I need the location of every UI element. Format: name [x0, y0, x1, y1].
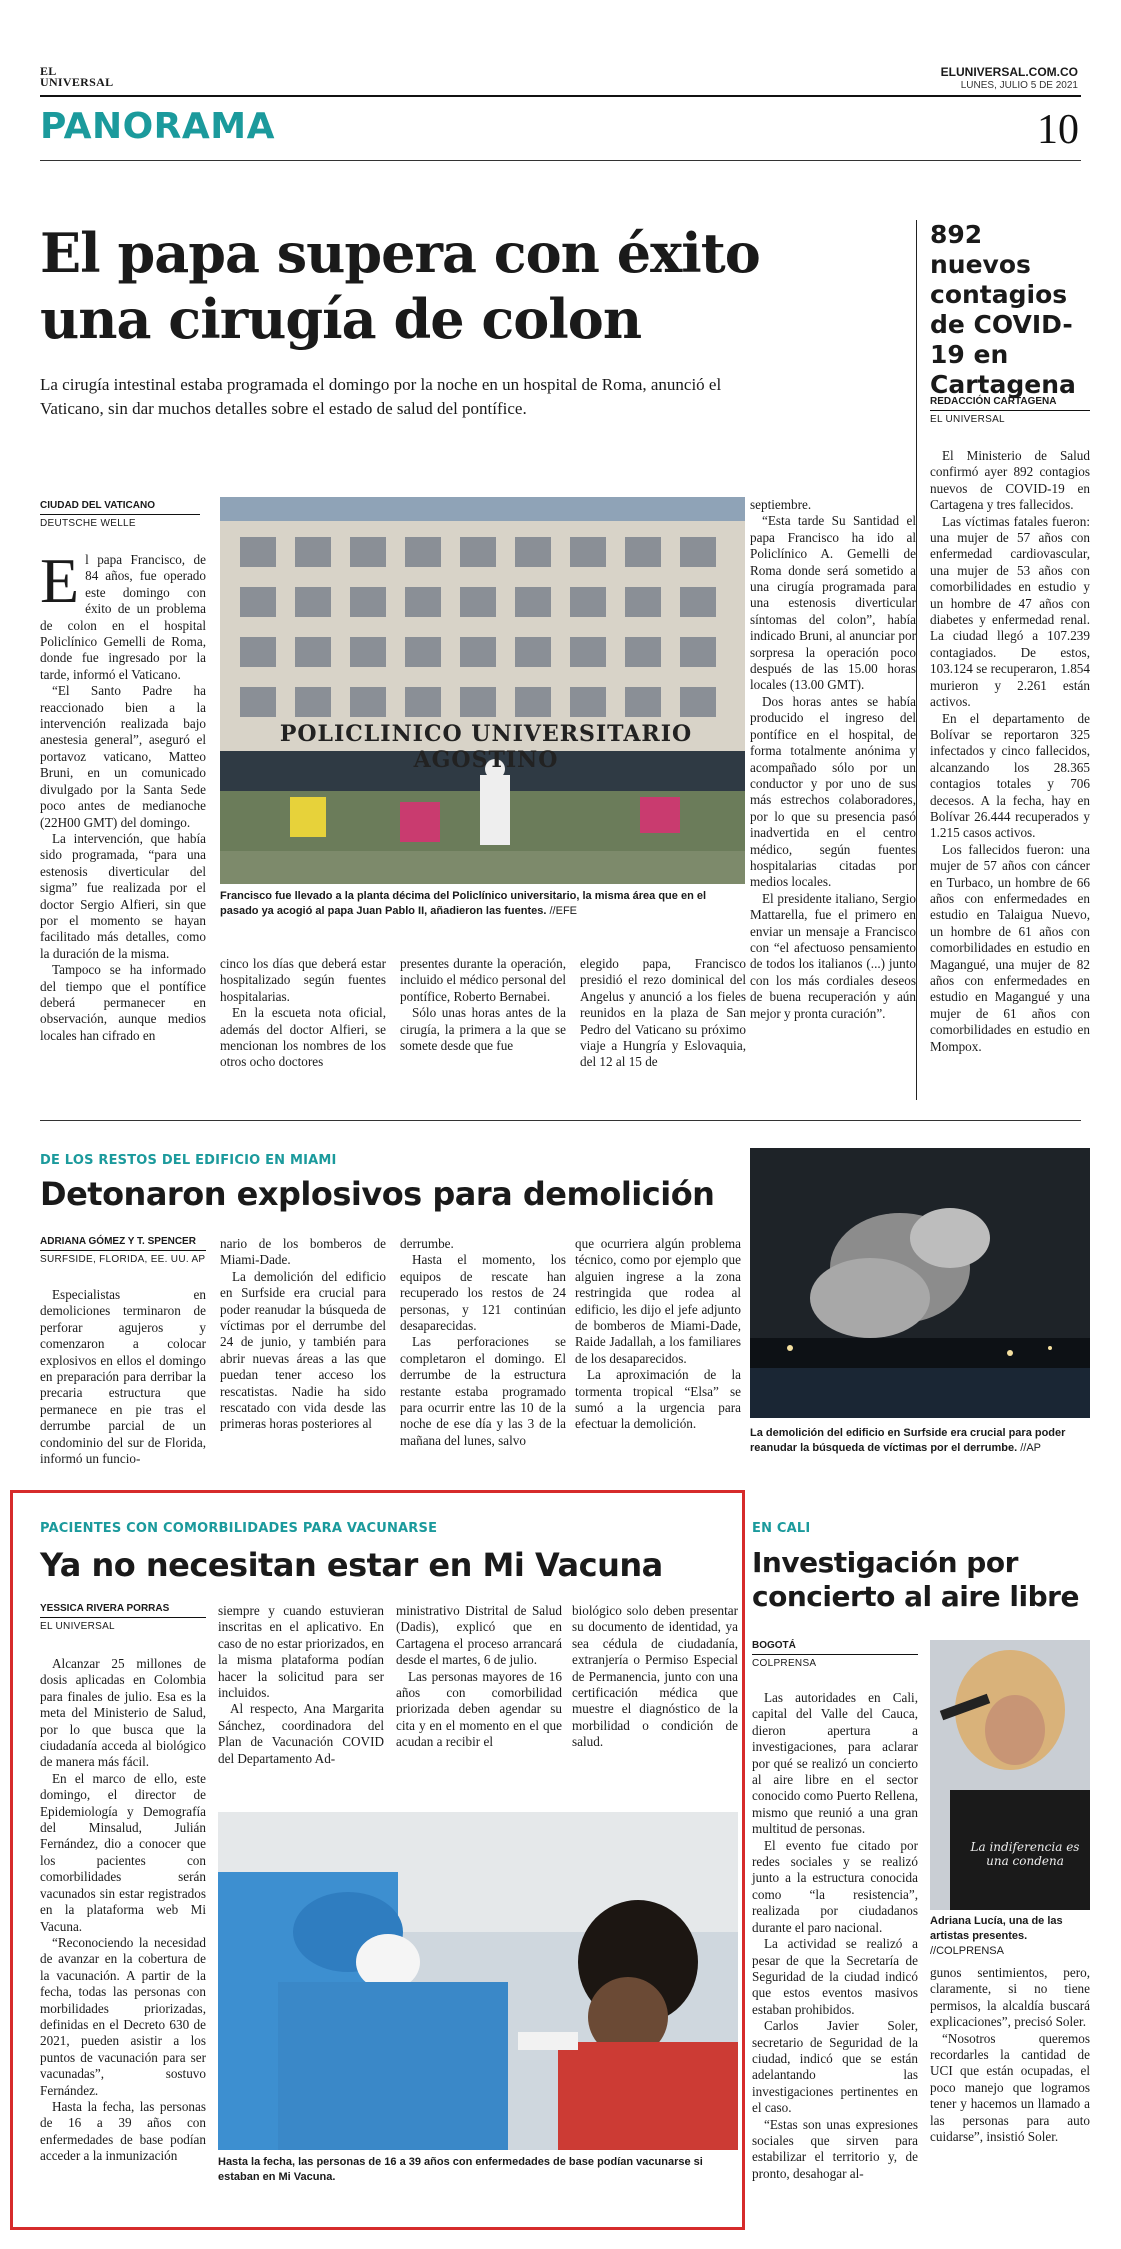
story3-col3: ministrativo Distrital de Salud (Dadis), explicó que en Cartagena el proceso arrancará desde el martes, 6 de julio. Las personas mayores de 16 años con comorbilidad priorizada deben agendar su cita y en el momento en el que acudan a recibir el: [396, 1603, 562, 1750]
singer-photo-illustration: [930, 1640, 1090, 1910]
story2-kicker: DE LOS RESTOS DEL EDIFICIO EN MIAMI: [40, 1153, 337, 1168]
story1-byline: CIUDAD DEL VATICANO DEUTSCHE WELLE: [40, 500, 200, 529]
story2-col2: nario de los bomberos de Miami-Dade. La demolición del edificio en Surfside era crucial para poder reanudar la búsqueda de víctimas por el derrumbe del 24 de junio, y también para abrir nuevas áreas a las que puedan tener acceso los rescatistas. Nadie ha sido rescatado con vida desde las primeras horas posteriores al: [220, 1236, 386, 1432]
story3-byline: YESSICA RIVERA PORRAS EL UNIVERSAL: [40, 1603, 206, 1632]
story3-kicker: PACIENTES CON COMORBILIDADES PARA VACUNARSE: [40, 1521, 438, 1536]
story1-col3: presentes durante la operación, incluido el médico personal del pontífice, Roberto Bernabei. Sólo unas horas antes de la cirugía, la primera a la que se somete desde que fue: [400, 956, 566, 1054]
story4-headline: Investigación por concierto al aire libre: [752, 1546, 1079, 1613]
story1-col2: cinco los días que deberá estar hospitalizado según fuentes hospitalarias. En la escueta nota oficial, además del doctor Alfieri, se mencionan los nombres de los otros ocho doctores: [220, 956, 386, 1070]
story2-col1: Especialistas en demoliciones terminaron de perforar agujeros y comenzaron a colocar explosivos en ellos el domingo en preparación para derribar la precaria estructura que permanece en pie tras el derrumbe parcial de un condominio del sur de Florida, informó un funcio-: [40, 1287, 206, 1467]
story1-col1: El papa Francisco, de 84 años, fue operado este domingo con éxito de un problema de colon en el hospital Policlínico Gemelli de Roma, donde fue ingresado por la tarde, informó el Vaticano. “El Santo Padre ha reaccionado bien a la intervención realizada bajo anestesia general”, aseguró el portavoz vaticano, Matteo Bruni, en un comunicado divulgado por la Santa Sede poco antes de medianoche (22H00 GMT) del domingo. La intervención, que había sido programada, “para una estenosis diverticular del sigma” fue realizada por el doctor Sergio Alfieri, sin que por el momento se hayan facilitado más detalles, como la duración de la misma. Tampoco se ha informado del tiempo que el pontífice deberá permanecer en observación, aunque medios locales han cifrado en: [40, 545, 206, 1043]
story1-headline: El papa supera con éxito una cirugía de colon: [40, 221, 760, 351]
page-number: 10: [1037, 107, 1079, 153]
demolition-photo-illustration: [750, 1148, 1090, 1418]
story-divider-1: [40, 1120, 1081, 1121]
story2-caption: La demolición del edificio en Surfside era crucial para poder reanudar la búsqueda de víctimas por el derrumbe. //AP: [750, 1427, 1066, 1454]
section-title: PANORAMA: [40, 106, 275, 147]
sidebar-headline: 892 nuevos contagios de COVID-19 en Cartagena: [930, 220, 1076, 399]
story2-col3: derrumbe. Hasta el momento, los equipos de rescate han recuperado los restos de 24 personas, y 121 continúan desaparecidas. Las perforaciones se completaron el domingo. El derrumbe de la estructura restante estaba programado para ocurrir entre las 10 de la noche de ese día y las 3 de la mañana del lunes, salvo: [400, 1236, 566, 1448]
story3-col4: biológico solo deben presentar su documento de identidad, ya sea cédula de ciudadanía, extranjería o Permiso Especial de Permanencia, junto con una certificación médica que muestre el diagnóstico de la morbilidad o condición de salud.: [572, 1603, 738, 1750]
story4-col1: Las autoridades en Cali, capital del Valle del Cauca, dieron apertura a investigaciones, para aclarar por qué se realizó un concierto al aire libre en el sector conocido como Puerto Rellena, mismo que reunió a una gran multitud de personas. El evento fue citado por redes sociales y se realizó junto a la estructura conocida como “la resistencia”, realizada por ciudadanos durante el paro nacional. La actividad se realizó a pesar de que la Secretaría de Seguridad de la ciudad indicó que estos eventos masivos estaban prohibidos. Carlos Javier Soler, secretario de Seguridad de la ciudad, indicó que se están adelantando las investigaciones pertinentes en el caso. “Estas son unas expresiones sociales que sirven para estabilizar el territorio y, de pronto, desahogar al-: [752, 1690, 918, 2181]
story3-col2: siempre y cuando estuvieran inscritas en el aplicativo. En caso de no estar priorizados, en la misma plataforma podían hacer la solicitud para ser incluidos. Al respecto, Ana Margarita Sánchez, coordinadora del Plan de Vacunación COVID del Departamento Ad-: [218, 1603, 384, 1766]
story1-photo: [220, 497, 745, 884]
story3-caption: Hasta la fecha, las personas de 16 a 39 años con enfermedades de base podían vacunarse si estaban en Mi Vacuna.: [218, 2156, 703, 2183]
story4-kicker: EN CALI: [752, 1521, 811, 1536]
vaccination-photo-illustration: [218, 1812, 738, 2150]
shirt-slogan: La indiferencia es una condena: [970, 1840, 1080, 1868]
story2-photo: [750, 1148, 1090, 1418]
story1-col4: elegido papa, Francisco presidió el rezo dominical del Angelus y anunció a los fieles reunidos en la plaza de San Pedro del Vaticano su próximo viaje a Hungría y Eslovaquia, del 12 al 15 de: [580, 956, 746, 1070]
story2-col4: que ocurriera algún problema técnico, como por ejemplo que alguien ingrese a la zona restringida que rodea al edificio, les dijo el jefe adjunto de bomberos de Miami-Dade, Raide Jadallah, a los familiares de los desaparecidos. La aproximación de la tormenta tropical “Elsa” se sumó a la urgencia para efectuar la demolición.: [575, 1236, 741, 1432]
newspaper-logo: EL UNIVERSAL: [40, 64, 114, 89]
section-rule: [40, 160, 1081, 161]
sidebar-body: El Ministerio de Salud confirmó ayer 892 contagios nuevos de COVID-19 en Cartagena y tres fallecidos. Las víctimas fatales fueron: una mujer de 57 años con enfermedad cardiovascular, una mujer de 53 años con comorbilidades en estudio y un hombre de 47 años con diabetes y enfermedad renal. La ciudad llegó a 107.239 contagiados. De estos, 103.124 se recuperaron, 1.854 murieron y 2.261 están activos. En el departamento de Bolívar se reportaron 325 infectados y cinco fallecidos, alcanzando los 28.365 contagios totales y 706 decesos. A la fecha, hay en Bolívar 26.444 recuperados y 1.215 casos activos. Los fallecidos fueron: una mujer de 57 años con cáncer en Turbaco, un hombre de 66 años con enfermedades en estudio en Talaigua Nuevo, un hombre de 61 años con comorbilidades en estudio en Magangué, una mujer de 82 años con enfermedades en estudio en Magangué y una mujer de 61 años con comorbilidades en estudio en Mompox.: [930, 448, 1090, 1054]
story1-col5: septiembre. “Esta tarde Su Santidad el papa Francisco ha ido al Policlínico A. Gemelli de Roma donde será sometido a una cirugía programada para una estenosis diverticular síntomas del colon”, había indicado Bruni, al anunciar por sorpresa la operación poco después de las 15.00 horas locales (13.00 GMT). Dos horas antes se había producido el ingreso del pontífice en el hospital, de forma totalmente anónima y acompañado sólo por un conductor y por uno de sus más estrechos colaboradores, por lo que su presencia pasó inadvertida en el centro médico, según fuentes hospitalarias citadas por medios locales. El presidente italiano, Sergio Mattarella, fue el primero en enviar un mensaje a Francisco con “el afectuoso pensamiento de todos los italianos (...) junto con los más cordiales deseos de buena recuperación y aún mejor y pronta curación”.: [750, 497, 916, 1021]
hospital-sign: POLICLINICO UNIVERSITARIO AGOSTINO: [279, 721, 693, 773]
story4-byline: BOGOTÁ COLPRENSA: [752, 1640, 918, 1669]
story3-headline: Ya no necesitan estar en Mi Vacuna: [40, 1546, 663, 1584]
story2-byline: ADRIANA GÓMEZ Y T. SPENCER SURFSIDE, FLORIDA, EE. UU. AP: [40, 1236, 206, 1265]
issue-date: LUNES, JULIO 5 DE 2021: [960, 80, 1078, 91]
story3-photo: [218, 1812, 738, 2150]
story1-caption: Francisco fue llevado a la planta décima del Policlínico universitario, la misma área que en el pasado ya acogió al papa Juan Pablo II, añadieron las fuentes. //EFE: [220, 890, 707, 917]
site-url[interactable]: ELUNIVERSAL.COM.CO: [940, 65, 1078, 79]
story2-headline: Detonaron explosivos para demolición: [40, 1175, 715, 1213]
masthead-rule: [40, 95, 1081, 97]
hospital-photo-illustration: [220, 497, 745, 884]
story4-photo: [930, 1640, 1090, 1910]
dropcap: E: [40, 545, 80, 616]
sidebar-divider: [916, 220, 917, 1100]
story3-col1: Alcanzar 25 millones de dosis aplicadas en Colombia para finales de julio. Esa es la meta del Ministerio de Salud, por lo que busca que la ciudadanía acceda al biológico de manera más fácil. En el marco de ello, este domingo, el director de Epidemiología y Demografía del Minsalud, Julián Fernández, dio a conocer que los pacientes con comorbilidades serán vacunados sin estar registrados en la plataforma web Mi Vacuna. “Reconociendo la necesidad de avanzar en la cobertura de la vacunación. A partir de la fecha, todas las personas con morbilidades priorizadas, definidas en el Decreto 630 de 2021, pueden asistir a los puntos de vacunación para ser vacunadas”, sostuvo Fernández. Hasta la fecha, las personas de 16 a 39 años con enfermedades de base podían acceder a la inmunización: [40, 1656, 206, 2164]
sidebar-byline: REDACCIÓN CARTAGENA EL UNIVERSAL: [930, 396, 1090, 425]
story1-deck: La cirugía intestinal estaba programada el domingo por la noche en un hospital de Roma, anunció el Vaticano, sin dar muchos detalles sobre el estado de salud del pontífice.: [40, 375, 722, 418]
story4-caption: Adriana Lucía, una de las artistas presentes. //COLPRENSA: [930, 1915, 1063, 1957]
story4-col2: gunos sentimientos, pero, claramente, si no tiene permisos, la alcaldía buscará explicaciones”, precisó Soler. “Nosotros queremos recordarles la cantidad de UCI que están ocupadas, el poco manejo que logramos tener y hacemos un llamado a las personas para auto cuidarse”, insistió Soler.: [930, 1965, 1090, 2145]
